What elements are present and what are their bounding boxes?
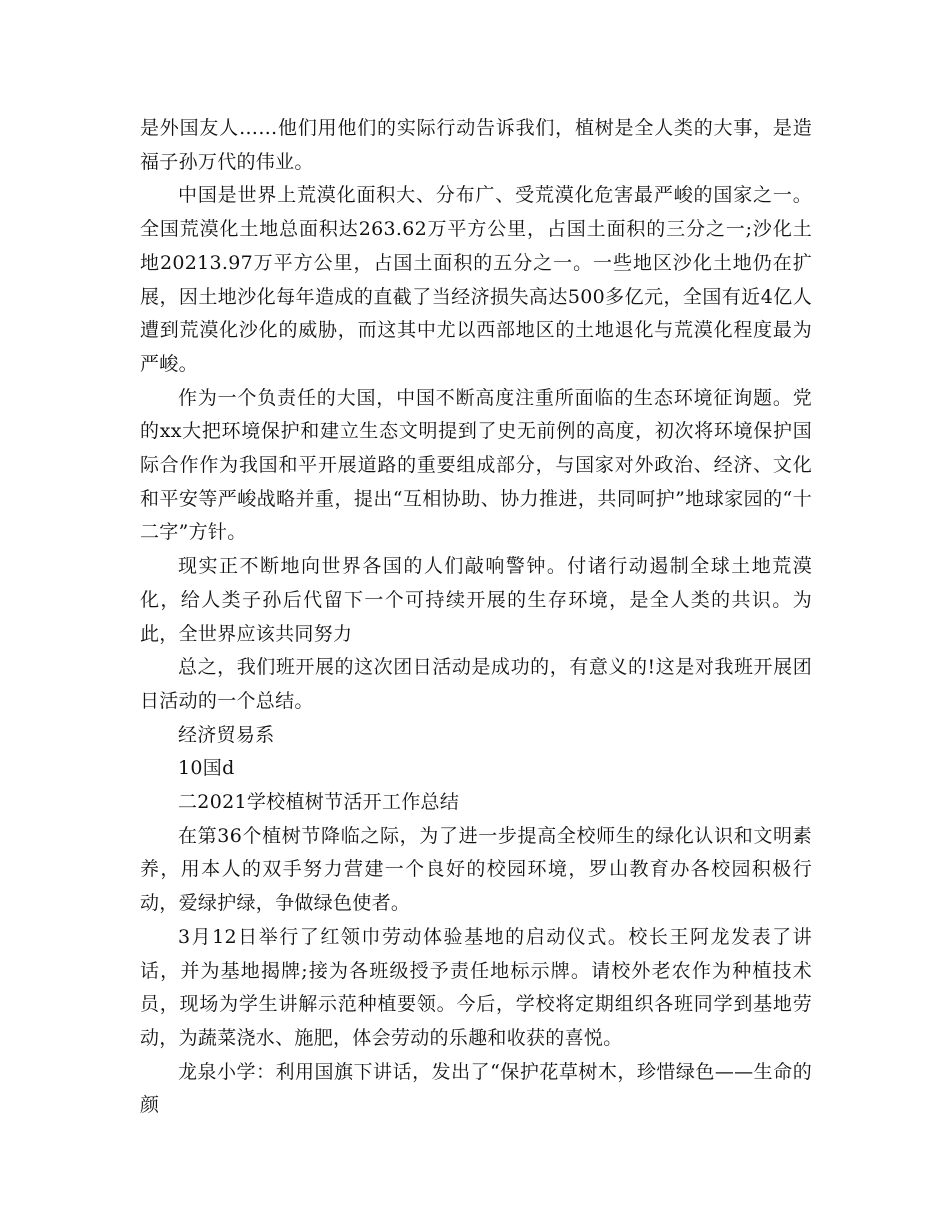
paragraph-summary: 总之，我们班开展的这次团日活动是成功的，有意义的!这是对我班开展团日活动的一个总结。 — [140, 656, 812, 712]
paragraph-longquan: 龙泉小学：利用国旗下讲话，发出了“保护花草树木，珍惜绿色——生命的颜 — [140, 1060, 812, 1117]
paragraph-responsible-nation: 作为一个负责任的大国，中国不断高度注重所面临的生态环境征询题。党的xx大把环境保护和建立生态文明提到了史无前例的高度，初次将环境保护国际合作作为我国和平开展道路的重要组成部分，与国家对外政治、经济、文化和平安等严峻战略并重，提出“互相协助、协力推进，共同呵护”地球家园的“十二字”方针。 — [140, 386, 812, 544]
document-body — [140, 112, 812, 1123]
paragraph-arbor-day-intro: 在第36个植树节降临之际，为了进一步提高全校师生的绿化认识和文明素养，用本人的双手努力营建一个良好的校园环境，罗山教育办各校园积极行动，爱绿护绿，争做绿色使者。 — [140, 824, 812, 915]
signature-class: 10国d — [178, 757, 235, 780]
section-heading: 二2021学校植树节活开工作总结 — [178, 791, 460, 814]
paragraph-continuation: 是外国友人……他们用他们的实际行动告诉我们，植树是全人类的大事，是造福子孙万代的伟业。 — [140, 117, 812, 173]
paragraph-march-12: 3月12日举行了红领巾劳动体验基地的启动仪式。校长王阿龙发表了讲话，并为基地揭牌;接为各班级授予责任地标示牌。请校外老农作为种植技术员，现场为学生讲解示范种植要领。今后，学校将定期组织各班同学到基地劳动，为蔬菜浇水、施肥，体会劳动的乐趣和收获的喜悦。 — [140, 925, 812, 1049]
paragraph-desertification: 中国是世界上荒漠化面积大、分布广、受荒漠化危害最严峻的国家之一。全国荒漠化土地总面积达263.62万平方公里，占国土面积的三分之一;沙化土地20213.97万平方公里，占国土面积的五分之一。一些地区沙化土地仍在扩展，因土地沙化每年造成的直截了当经济损失高达500多亿元，全国有近4亿人遭到荒漠化沙化的威胁，而这其中尤以西部地区的土地退化与荒漠化程度最为严峻。 — [140, 184, 812, 375]
paragraph-warning: 现实正不断地向世界各国的人们敲响警钟。付诸行动遏制全球土地荒漠化，给人类子孙后代留下一个可持续开展的生存环境，是全人类的共识。为此，全世界应该共同努力 — [140, 555, 812, 645]
signature-department: 经济贸易系 — [178, 723, 275, 746]
